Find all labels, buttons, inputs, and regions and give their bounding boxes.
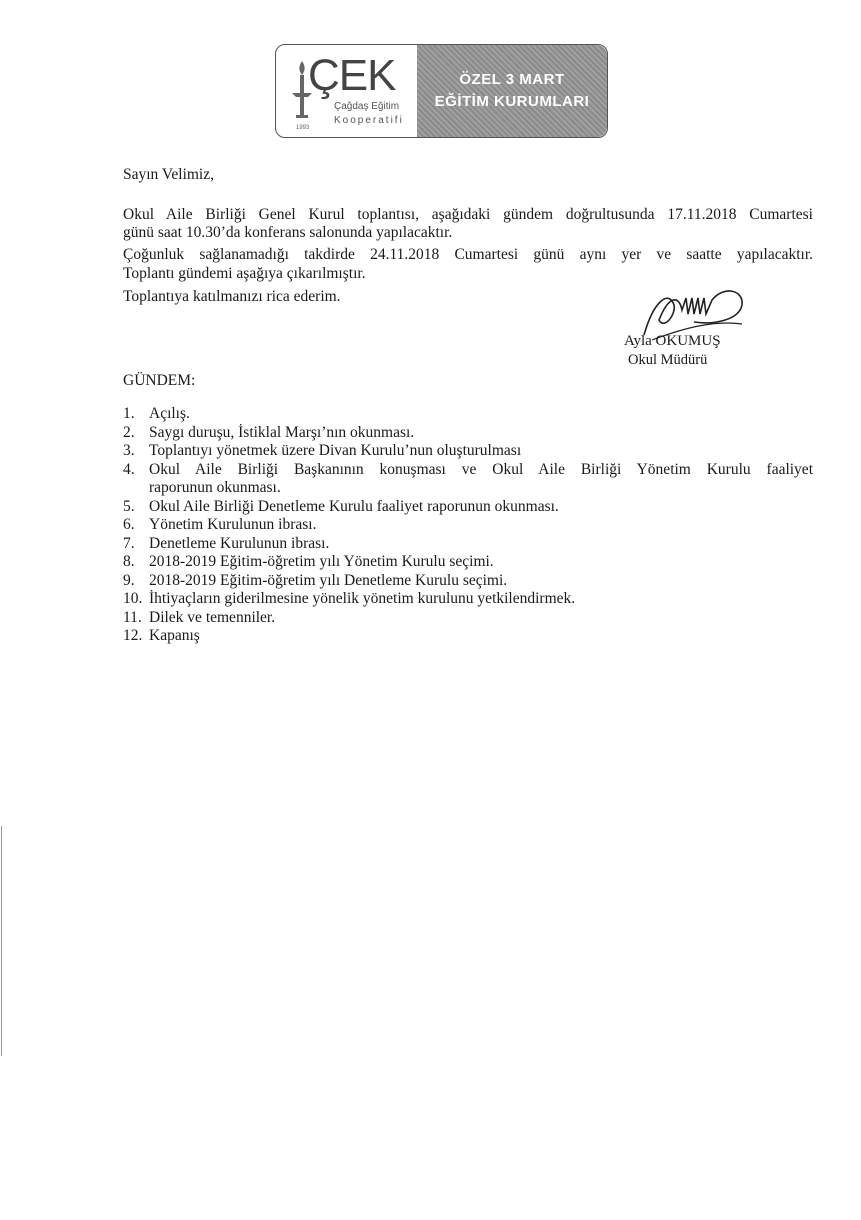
- agenda-number: 3.: [123, 442, 135, 459]
- agenda-item: [123, 609, 813, 628]
- agenda-text: Saygı duruşu, İstiklal Marşı’nın okunması.: [149, 423, 415, 441]
- agenda-number: 9.: [123, 571, 135, 589]
- logo-wordmark: ÇEK: [308, 51, 396, 100]
- agenda-list: [123, 405, 813, 646]
- agenda-number: 2.: [123, 423, 135, 441]
- agenda-number: 4.: [123, 460, 135, 478]
- agenda-item: [123, 553, 813, 572]
- agenda-text: Açılış.: [149, 405, 190, 422]
- agenda-item: [123, 627, 813, 646]
- agenda-text: Dilek ve temenniler.: [149, 608, 276, 626]
- signer-name: Ayla OKUMUŞ: [624, 333, 721, 349]
- agenda-item: [123, 461, 813, 498]
- agenda-number: 7.: [123, 534, 135, 552]
- agenda-number: 12.: [123, 627, 143, 644]
- school-name-line-1: ÖZEL 3 MART: [459, 71, 565, 88]
- paragraph-2: Çoğunluk sağlanamadığı takdirde 24.11.2018 Cumartesi günü aynı yer ve saatte yapılacaktır.: [123, 246, 813, 263]
- signer-title: Okul Müdürü: [628, 352, 708, 368]
- agenda-number: 6.: [123, 516, 135, 533]
- agenda-number: 5.: [123, 497, 135, 515]
- agenda-title: GÜNDEM:: [123, 372, 196, 389]
- agenda-number: 1.: [123, 405, 135, 422]
- agenda-text-continued: raporunun okunması.: [149, 479, 281, 496]
- agenda-text: Yönetim Kurulunun ibrası.: [149, 516, 317, 533]
- paragraph-3: Toplantı gündemi aşağıya çıkarılmıştır.: [123, 265, 366, 282]
- agenda-text: 2018-2019 Eğitim-öğretim yılı Yönetim Kurulu seçimi.: [149, 553, 494, 570]
- agenda-item: [123, 442, 813, 461]
- agenda-number: 11.: [123, 608, 142, 626]
- agenda-text: Kapanış: [149, 627, 200, 644]
- agenda-item: [123, 498, 813, 517]
- agenda-text: Toplantıyı yönetmek üzere Divan Kurulu’nun oluşturulması: [149, 442, 522, 459]
- agenda-item: [123, 535, 813, 554]
- paragraph-1-line-1: Okul Aile Birliği Genel Kurul toplantısı, aşağıdaki gündem doğrultusunda 17.11.2018 Cumartesi: [123, 206, 813, 223]
- logo-subtitle-2: Kooperatifi: [334, 115, 404, 126]
- school-name-band: [417, 45, 607, 137]
- agenda-text: İhtiyaçların giderilmesine yönelik yönetim kurulunu yetkilendirmek.: [149, 590, 576, 607]
- agenda-text: Okul Aile Birliği Başkanının konuşması ve Okul Aile Birliği Yönetim Kurulu faaliyet: [149, 460, 813, 478]
- scan-edge-line: [1, 826, 2, 1056]
- school-name-line-2: EĞİTİM KURUMLARI: [434, 93, 590, 110]
- logo-subtitle: Çağdaş Eğitim: [334, 101, 400, 112]
- agenda-number: 8.: [123, 553, 135, 570]
- agenda-text: Okul Aile Birliği Denetleme Kurulu faaliyet raporunun okunması.: [149, 497, 559, 515]
- agenda-number: 10.: [123, 590, 143, 607]
- paragraph-4: Toplantıya katılmanızı rica ederim.: [123, 288, 341, 305]
- agenda-item: [123, 516, 813, 535]
- letterhead: [275, 44, 608, 138]
- agenda-text: Denetleme Kurulunun ibrası.: [149, 534, 330, 552]
- cek-logo: [276, 45, 416, 137]
- agenda-item: [123, 572, 813, 591]
- paragraph-1-line-2: günü saat 10.30’da konferans salonunda yapılacaktır.: [123, 224, 453, 241]
- logo-year: 1993: [296, 125, 310, 131]
- agenda-item: [123, 424, 813, 443]
- agenda-item: [123, 405, 813, 424]
- salutation: Sayın Velimiz,: [123, 166, 214, 183]
- agenda-item: [123, 590, 813, 609]
- agenda-text: 2018-2019 Eğitim-öğretim yılı Denetleme Kurulu seçimi.: [149, 571, 508, 589]
